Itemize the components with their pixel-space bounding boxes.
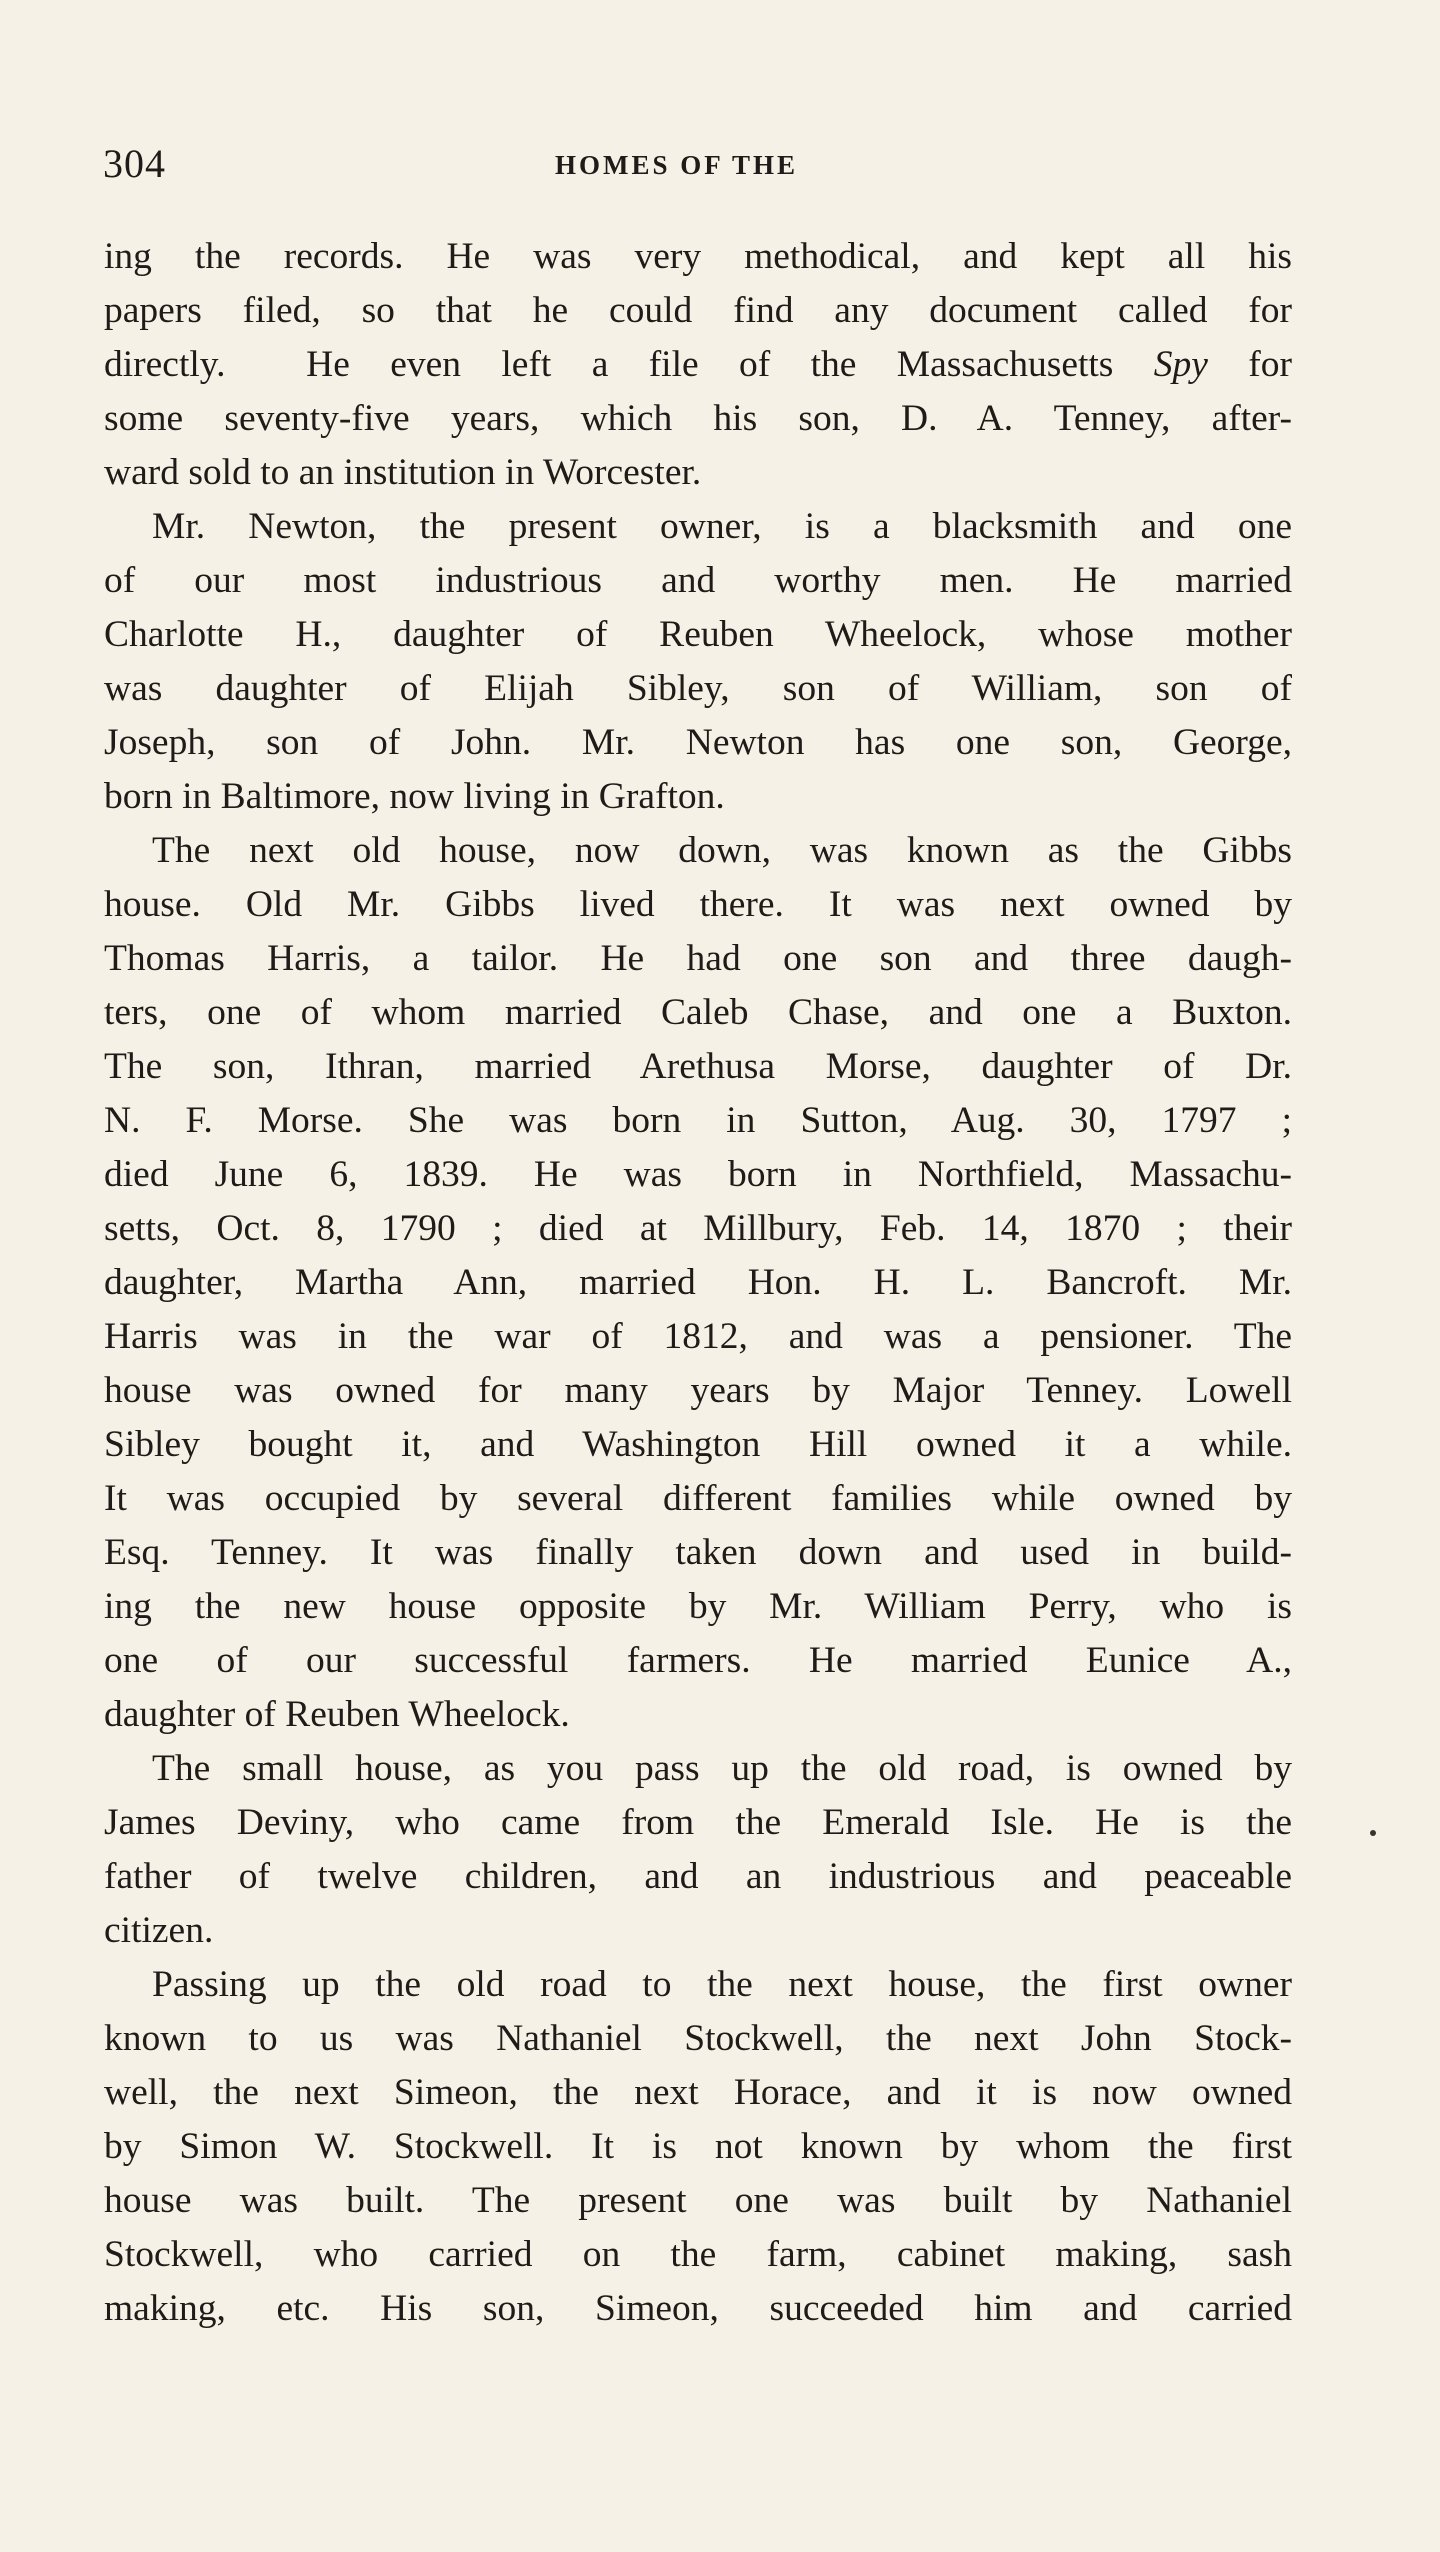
- body-text: [104, 230, 1292, 2336]
- text-line: setts, Oct. 8, 1790 ; died at Millbury, Feb. 14, 1870 ; their: [104, 1208, 1292, 1249]
- text-line: Stockwell, who carried on the farm, cabinet making, sash: [104, 2234, 1292, 2275]
- text-line: It was occupied by several different families while owned by: [104, 1478, 1292, 1519]
- running-head: HOMES OF THE: [555, 150, 799, 180]
- text-line: daughter, Martha Ann, married Hon. H. L. Bancroft. Mr.: [104, 1262, 1292, 1303]
- text-line: by Simon W. Stockwell. It is not known by whom the first: [104, 2126, 1292, 2167]
- text-line: ters, one of whom married Caleb Chase, and one a Buxton.: [104, 992, 1292, 1033]
- text-line: papers filed, so that he could find any document called for: [104, 290, 1292, 331]
- text-line: citizen.: [104, 1910, 214, 1951]
- text-line: one of our successful farmers. He married Eunice A.,: [104, 1640, 1292, 1681]
- text-line: making, etc. His son, Simeon, succeeded him and carried: [104, 2288, 1292, 2329]
- text-line: The son, Ithran, married Arethusa Morse, daughter of Dr.: [104, 1046, 1292, 1087]
- text-line: Esq. Tenney. It was finally taken down and used in build-: [104, 1532, 1292, 1573]
- text-line: The small house, as you pass up the old road, is owned by: [152, 1748, 1292, 1789]
- text-line: of our most industrious and worthy men. He married: [104, 560, 1292, 601]
- text-line: daughter of Reuben Wheelock.: [104, 1694, 570, 1735]
- text-line: Sibley bought it, and Washington Hill owned it a while.: [104, 1424, 1292, 1465]
- text-line: father of twelve children, and an industrious and peaceable: [104, 1856, 1292, 1897]
- text-segment: for: [1207, 344, 1292, 385]
- text-line: James Deviny, who came from the Emerald Isle. He is the: [104, 1802, 1292, 1843]
- text-line: house was owned for many years by Major Tenney. Lowell: [104, 1370, 1292, 1411]
- text-segment: directly. He even left a file of the Massachusetts: [104, 344, 1154, 385]
- text-line: Joseph, son of John. Mr. Newton has one son, George,: [104, 722, 1292, 763]
- text-line: Charlotte H., daughter of Reuben Wheelock, whose mother: [104, 614, 1292, 655]
- text-line: some seventy-five years, which his son, D. A. Tenney, after-: [104, 398, 1292, 439]
- text-line: died June 6, 1839. He was born in Northfield, Massachu-: [104, 1154, 1292, 1195]
- text-line: [104, 338, 1292, 392]
- page-number: 304: [103, 141, 166, 186]
- text-line: was daughter of Elijah Sibley, son of William, son of: [104, 668, 1292, 709]
- text-line: ing the records. He was very methodical, and kept all his: [104, 236, 1292, 277]
- text-line: house. Old Mr. Gibbs lived there. It was next owned by: [104, 884, 1292, 925]
- text-line: ward sold to an institution in Worcester.: [104, 452, 702, 493]
- margin-dot-mark: [1370, 1830, 1376, 1836]
- text-line: well, the next Simeon, the next Horace, and it is now owned: [104, 2072, 1292, 2113]
- text-line: Harris was in the war of 1812, and was a pensioner. The: [104, 1316, 1292, 1357]
- text-line: Thomas Harris, a tailor. He had one son and three daugh-: [104, 938, 1292, 979]
- text-line: Mr. Newton, the present owner, is a blacksmith and one: [152, 506, 1292, 547]
- text-line: The next old house, now down, was known as the Gibbs: [152, 830, 1292, 871]
- italic-title: Spy: [1153, 344, 1208, 385]
- text-line: known to us was Nathaniel Stockwell, the next John Stock-: [104, 2018, 1292, 2059]
- text-line: born in Baltimore, now living in Grafton.: [104, 776, 725, 817]
- text-line: N. F. Morse. She was born in Sutton, Aug. 30, 1797 ;: [104, 1100, 1292, 1141]
- text-line: Passing up the old road to the next house, the first owner: [152, 1964, 1292, 2005]
- text-line: house was built. The present one was built by Nathaniel: [104, 2180, 1292, 2221]
- text-line: ing the new house opposite by Mr. William Perry, who is: [104, 1586, 1292, 1627]
